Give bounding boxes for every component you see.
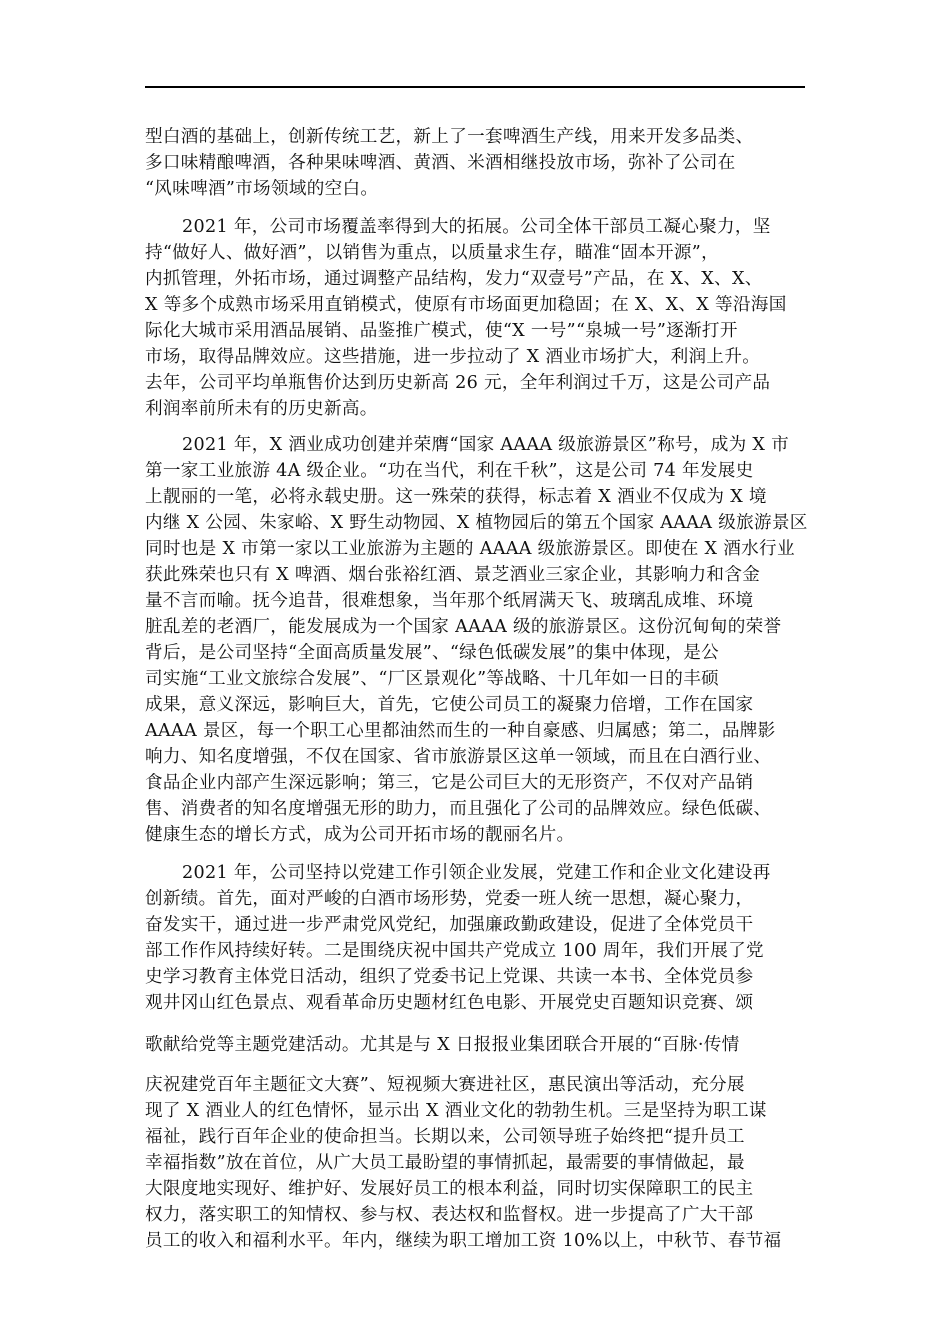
text-line: 量不言而喻。抚今追昔，很难想象，当年那个纸屑满天飞、玻璃乱成堆、环境 — [145, 591, 754, 611]
text-line: 持“做好人、做好酒”，以销售为重点，以质量求生存，瞄准“固本开源”， — [145, 243, 719, 263]
text-line: 利润率前所未有的历史新高。 — [145, 399, 378, 419]
text-line: 脏乱差的老酒厂，能发展成为一个国家 AAAA 级的旅游景区。这份沉甸甸的荣誉 — [145, 617, 782, 637]
text-line: 售、消费者的知名度增强无形的助力，而且强化了公司的品牌效应。绿色低碳、 — [145, 799, 772, 819]
text-line: 同时也是 X 市第一家以工业旅游为主题的 AAAA 级旅游景区。即使在 X 酒水行业 — [145, 539, 795, 559]
text-line: 成果，意义深远，影响巨大，首先，它使公司员工的凝聚力倍增，工作在国家 — [145, 695, 754, 715]
text-line: 上靓丽的一笔，必将永载史册。这一殊荣的获得，标志着 X 酒业不仅成为 X 境 — [145, 487, 767, 507]
text-line: 获此殊荣也只有 X 啤酒、烟台张裕红酒、景芝酒业三家企业，其影响力和含金 — [145, 565, 761, 585]
text-line: 员工的收入和福利水平。年内，继续为职工增加工资 10%以上，中秋节、春节福 — [145, 1231, 782, 1251]
text-line: 响力、知名度增强，不仅在国家、省市旅游景区这单一领域，而且在白酒行业、 — [145, 747, 772, 767]
header-rule — [145, 86, 805, 88]
text-line: 大限度地实现好、维护好、发展好员工的根本利益，同时切实保障职工的民主 — [145, 1179, 754, 1199]
text-line: 奋发实干，通过进一步严肃党风党纪，加强廉政勤政建设，促进了全体党员干 — [145, 915, 754, 935]
text-line: 际化大城市采用酒品展销、品鉴推广模式，使“X 一号”“泉城一号”逐渐打开 — [145, 321, 738, 341]
text-line: 2021 年，公司坚持以党建工作引领企业发展，党建工作和企业文化建设再 — [182, 863, 771, 883]
text-line: “风味啤酒”市场领域的空白。 — [145, 179, 379, 199]
text-line: AAAA 景区，每一个职工心里都油然而生的一种自豪感、归属感；第二，品牌影 — [145, 721, 776, 741]
text-line: 史学习教育主体党日活动，组织了党委书记上党课、共读一本书、全体党员参 — [145, 967, 754, 987]
text-line: 歌献给党等主题党建活动。尤其是与 X 日报报业集团联合开展的“百脉·传情 — [145, 1035, 740, 1055]
text-line: 庆祝建党百年主题征文大赛”、短视频大赛进社区，惠民演出等活动，充分展 — [145, 1075, 745, 1095]
text-line: X 等多个成熟市场采用直销模式，使原有市场面更加稳固；在 X、X、X 等沿海国 — [145, 295, 787, 315]
text-line: 司实施“工业文旅综合发展”、“厂区景观化”等战略、十几年如一日的丰硕 — [145, 669, 719, 689]
text-line: 内抓管理，外拓市场，通过调整产品结构，发力“双壹号”产品，在 X、X、X、 — [145, 269, 763, 289]
text-line: 内继 X 公园、朱家峪、X 野生动物园、X 植物园后的第五个国家 AAAA 级旅游景区 — [145, 513, 808, 533]
text-line: 多口味精酿啤酒，各种果味啤酒、黄酒、米酒相继投放市场，弥补了公司在 — [145, 153, 736, 173]
text-line: 型白酒的基础上，创新传统工艺，新上了一套啤酒生产线，用来开发多品类、 — [145, 127, 754, 147]
text-line: 背后，是公司坚持“全面高质量发展”、“绿色低碳发展”的集中体现，是公 — [145, 643, 719, 663]
text-line: 第一家工业旅游 4A 级企业。“功在当代，利在千秋”，这是公司 74 年发展史 — [145, 461, 754, 481]
text-line: 部工作作风持续好转。二是围绕庆祝中国共产党成立 100 周年，我们开展了党 — [145, 941, 764, 961]
text-line: 健康生态的增长方式，成为公司开拓市场的靓丽名片。 — [145, 825, 575, 845]
text-line: 市场，取得品牌效应。这些措施，进一步拉动了 X 酒业市场扩大，利润上升。 — [145, 347, 761, 367]
text-line: 观井冈山红色景点、观看革命历史题材红色电影、开展党史百题知识竞赛、颂 — [145, 993, 754, 1013]
text-line: 权力，落实职工的知情权、参与权、表达权和监督权。进一步提高了广大干部 — [145, 1205, 754, 1225]
text-line: 福祉，践行百年企业的使命担当。长期以来，公司领导班子始终把“提升员工 — [145, 1127, 745, 1147]
text-line: 食品企业内部产生深远影响；第三，它是公司巨大的无形资产，不仅对产品销 — [145, 773, 754, 793]
text-line: 2021 年，X 酒业成功创建并荣膺“国家 AAAA 级旅游景区”称号，成为 X 市 — [182, 435, 790, 455]
text-line: 创新绩。首先，面对严峻的白酒市场形势，党委一班人统一思想，凝心聚力， — [145, 889, 754, 909]
text-line: 去年，公司平均单瓶售价达到历史新高 26 元，全年利润过千万，这是公司产品 — [145, 373, 771, 393]
text-line: 现了 X 酒业人的红色情怀，显示出 X 酒业文化的勃勃生机。三是坚持为职工谋 — [145, 1101, 767, 1121]
text-line: 2021 年，公司市场覆盖率得到大的拓展。公司全体干部员工凝心聚力，坚 — [182, 217, 771, 237]
text-line: 幸福指数”放在首位，从广大员工最盼望的事情抓起，最需要的事情做起，最 — [145, 1153, 745, 1173]
